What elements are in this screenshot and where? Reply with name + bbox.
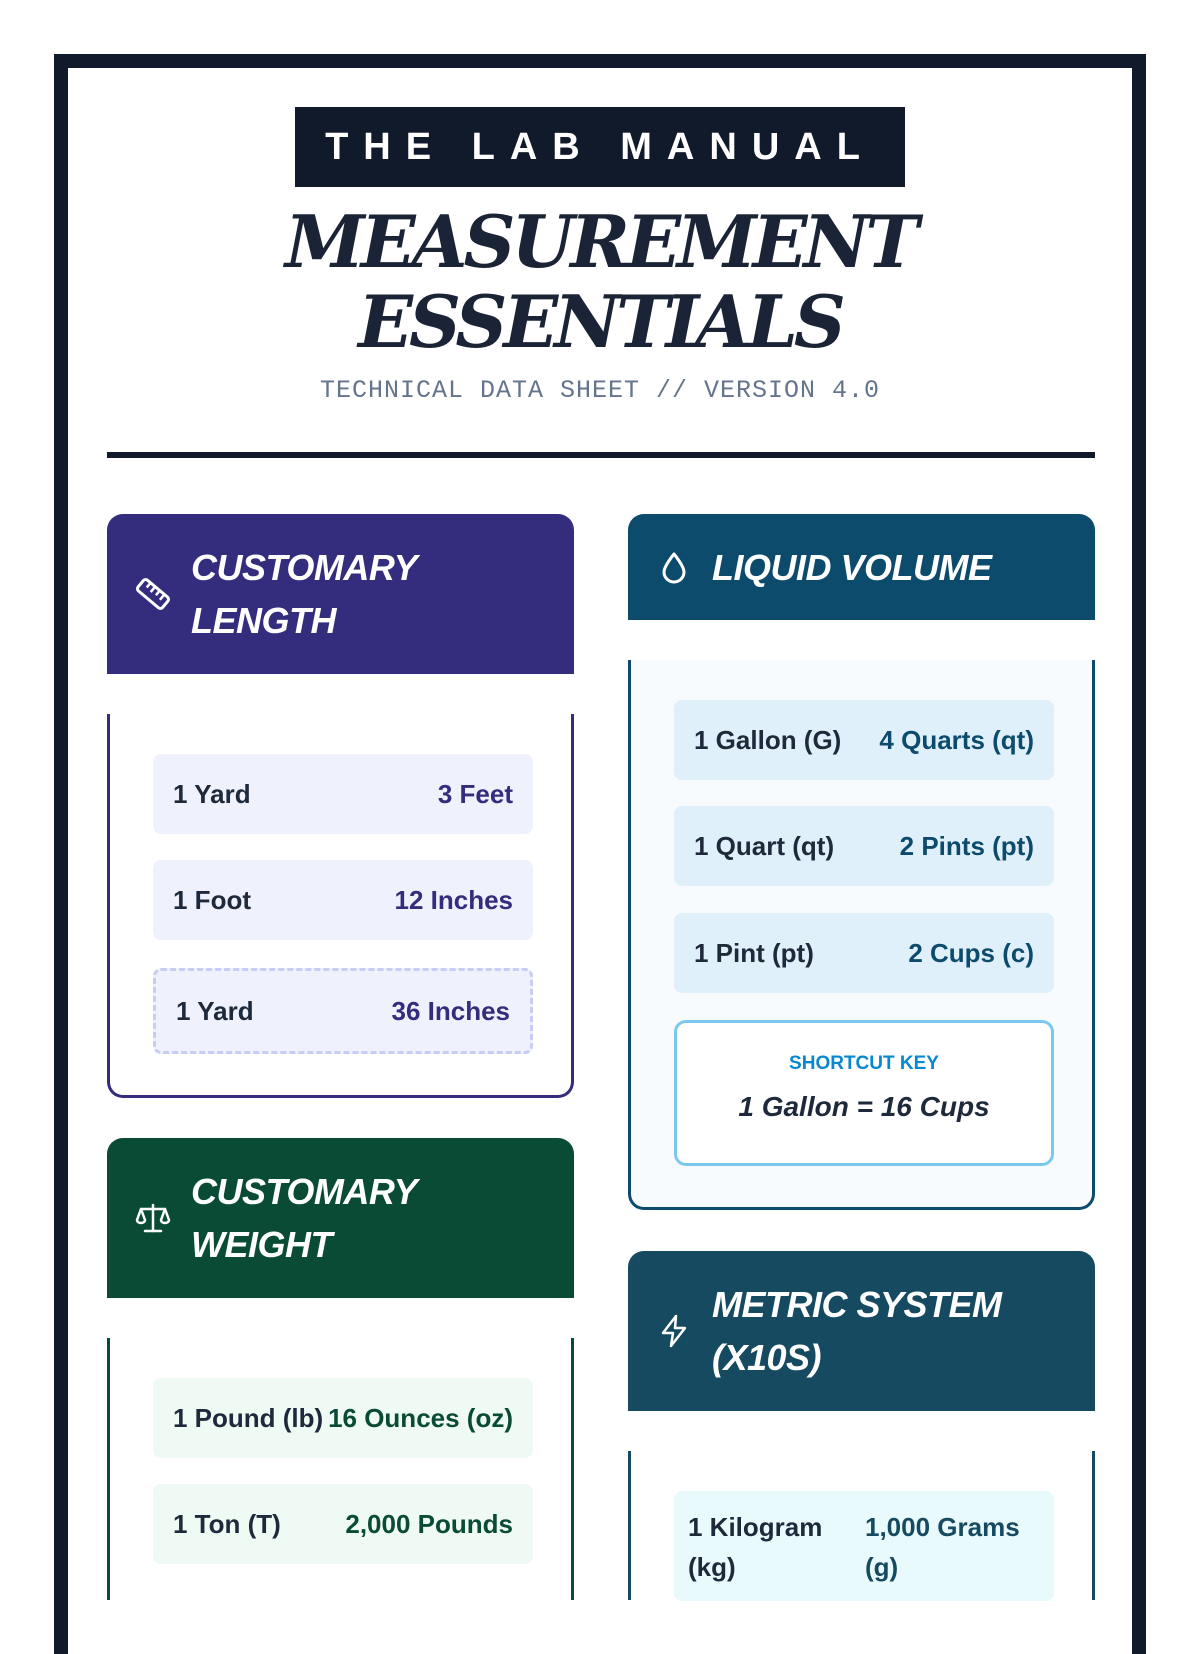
weight-card-header <box>107 1138 574 1298</box>
length-row <box>153 754 533 834</box>
page-title-line1: MEASUREMENT <box>285 199 915 284</box>
row-to: 12 Inches <box>394 884 513 915</box>
length-row <box>153 860 533 940</box>
row-from: 1 Foot <box>173 884 251 915</box>
length-card-body <box>107 714 574 1098</box>
weight-row <box>153 1378 533 1458</box>
row-from: 1 Gallon (G) <box>694 724 842 755</box>
row-from <box>688 1507 848 1587</box>
page-subtitle: TECHNICAL DATA SHEET // VERSION 4.0 <box>319 376 881 405</box>
volume-row <box>674 913 1054 993</box>
row-from: 1 Quart (qt) <box>694 830 835 861</box>
weight-card-title <box>191 1165 417 1271</box>
row-to: 36 Inches <box>391 995 510 1026</box>
ruler-icon <box>131 576 175 612</box>
row-from: 1 Pint (pt) <box>694 937 814 968</box>
volume-card-body <box>628 660 1095 1210</box>
row-to-line1: 1,000 Grams <box>865 1512 1020 1542</box>
weight-card-body <box>107 1338 574 1600</box>
volume-card-title: LIQUID VOLUME <box>712 546 992 588</box>
row-to: 2 Cups (c) <box>908 937 1034 968</box>
length-title-line2: LENGTH <box>191 600 336 641</box>
row-from: 1 Ton (T) <box>173 1508 281 1539</box>
row-from: 1 Yard <box>173 778 251 809</box>
length-card-title <box>191 541 417 647</box>
row-to: 4 Quarts (qt) <box>879 724 1034 755</box>
metric-card-header <box>628 1251 1095 1411</box>
shortcut-label: SHORTCUT KEY <box>789 1053 939 1074</box>
row-to: 16 Ounces (oz) <box>328 1402 513 1433</box>
length-card-header <box>107 514 574 674</box>
metric-title-line2: (X10S) <box>712 1337 822 1378</box>
row-from-line1: 1 Kilogram <box>688 1512 823 1542</box>
volume-row <box>674 700 1054 780</box>
metric-card-title <box>712 1278 1002 1384</box>
row-to: 2 Pints (pt) <box>899 830 1034 861</box>
row-from: 1 Pound (lb) <box>173 1402 324 1433</box>
length-title-line1: CUSTOMARY <box>191 547 418 588</box>
header-divider <box>107 452 1095 458</box>
weight-title-line2: WEIGHT <box>191 1224 332 1265</box>
page-title-line2: ESSENTIALS <box>358 279 842 364</box>
shortcut-text: 1 Gallon = 16 Cups <box>738 1091 990 1122</box>
volume-card-header <box>628 514 1095 620</box>
lightning-icon <box>652 1313 696 1349</box>
row-to-line2: (g) <box>865 1552 899 1582</box>
row-to <box>865 1507 1040 1587</box>
metric-title-line1: METRIC SYSTEM <box>712 1284 1002 1325</box>
metric-card-body <box>628 1451 1095 1600</box>
length-row-highlight <box>153 968 533 1054</box>
brand-text: THE LAB MANUAL <box>325 125 875 168</box>
weight-title-line1: CUSTOMARY <box>191 1171 418 1212</box>
brand-banner <box>295 107 905 187</box>
row-from: 1 Yard <box>176 995 254 1026</box>
metric-row <box>674 1491 1054 1601</box>
scale-icon <box>131 1200 175 1236</box>
weight-row <box>153 1484 533 1564</box>
row-to: 2,000 Pounds <box>345 1508 513 1539</box>
volume-row <box>674 806 1054 886</box>
row-to: 3 Feet <box>437 778 513 809</box>
droplet-icon <box>652 549 696 585</box>
shortcut-box <box>674 1020 1054 1166</box>
row-from-line2: (kg) <box>688 1552 736 1582</box>
